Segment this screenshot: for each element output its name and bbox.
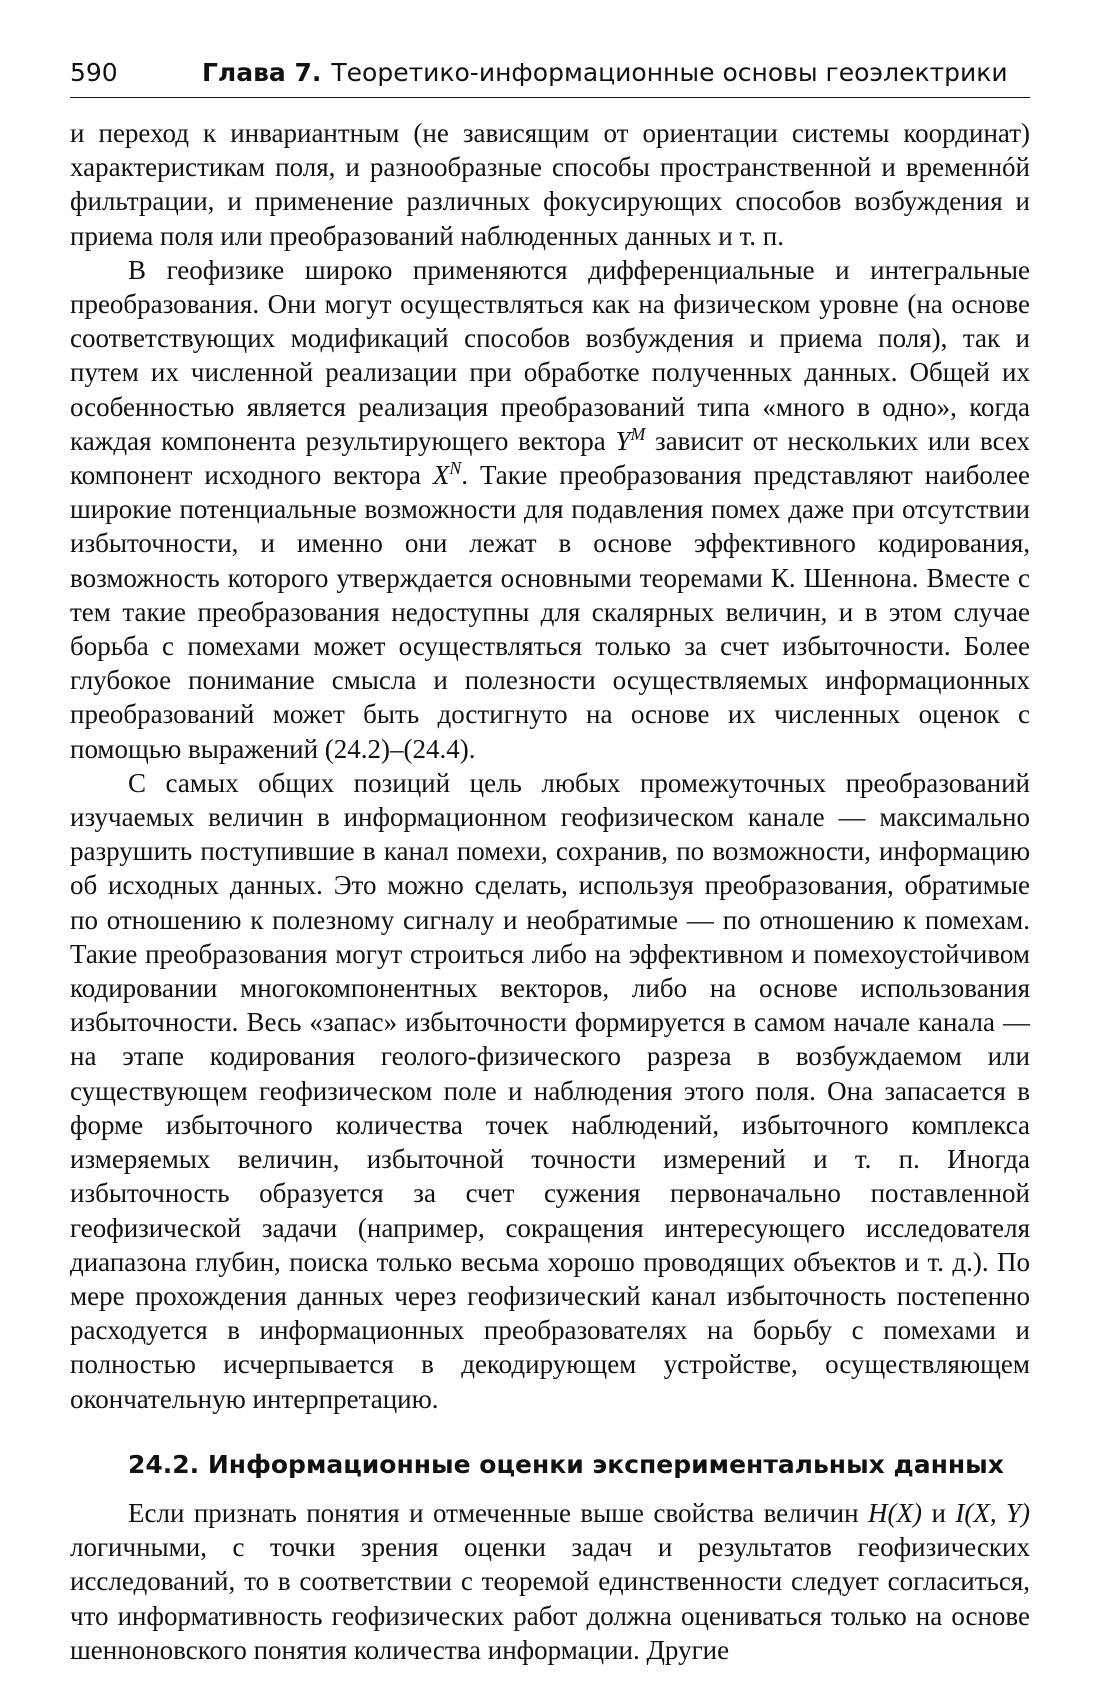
- final-text-c: логичными, с точки зрения оценки задач и результатов геофизических исследований, то в соответствии с теоремой единственности следует согласиться, что информативность геофизических работ должна оцениваться только на основе шенноновского понятия количества информации. Другие: [70, 1532, 1030, 1665]
- chapter-label: Глава 7.: [202, 58, 322, 87]
- section-heading: 24.2. Информационные оценки экспериментальных данных: [128, 1449, 1004, 1479]
- final-text-a: Если признать понятия и отмеченные выше свойства величин: [128, 1497, 859, 1528]
- paragraph-3: С самых общих позиций цель любых промежуточных преобразований изучаемых величин в информационном геофизическом канале — максимально разрушить поступившие в канал помехи, сохранив, по возможности, информацию об исходных данных. Это можно сделать, используя преобразования, обратимые по отношению к полезному сигналу и необратимые — по отношению к помехам. Такие преобразования могут строиться либо на эффективном и помехоустойчивом кодировании многокомпонентных векторов, либо на основе использования избыточности. Весь «запас» избыточности формируется в самом начале канала — на этапе кодирования геолого-физического разреза в возбуждаемом или существующем геофизическом поле и наблюдения этого поля. Она запасается в форме избыточного количества точек наблюдений, избыточного комплекса измеряемых величин, избыточной точности измерений и т. п. Иногда избыточность образуется за счет сужения первоначально поставленной геофизической задачи (например, сокращения интересующего исследователя диапазона глубин, поиска только весьма хорошо проводящих объектов и т. д.). По мере прохождения данных через геофизический канал избыточность постепенно расходуется в информационных преобразователях на борьбу с помехами и полностью исчерпывается в декодирующем устройстве, осуществляющем окончательную интерпретацию.: [70, 767, 1030, 1414]
- paragraph-1: и переход к инвариантным (не зависящим от ориентации системы координат) характеристикам поля, и разнообразные способы пространственной и временнóй фильтрации, и применение различных фокусирующих способов возбуждения и приема поля или преобразований наблюденных данных и т. п.: [70, 118, 1030, 251]
- paragraph-2: [70, 253, 1030, 766]
- body-text: [70, 116, 1030, 1667]
- information-i-xy: I(X, Y): [955, 1497, 1031, 1528]
- final-text-b: и: [931, 1497, 946, 1528]
- paragraph-2-text-a: В геофизике широко применяются дифференциальные и интегральные преобразования. Они могут осуществляться как на физическом уровне (на основе соответствующих модификаций способов возбуждения и приема поля), так и путем их численной реализации при обработке полученных данных. Общей их особенностью является реализация преобразований типа «много в одно», когда каждая компонента результирующего вектора: [70, 254, 1030, 456]
- paragraph-2-text-b: зависит от нескольких или всех компонент исходного вектора: [70, 425, 1031, 491]
- vector-x-symbol: $X^N$: [432, 458, 462, 491]
- running-header: [70, 58, 1030, 98]
- entropy-h-x: H(X): [868, 1497, 922, 1528]
- superscript-n: N: [449, 458, 462, 479]
- paragraph-2-text-c: . Такие преобразования представляют наиболее широкие потенциальные возможности для подавления помех даже при отсутствии избыточности, и именно они лежат в основе эффективного кодирования, возможность которого утверждается основными теоремами К. Шеннона. Вместе с тем такие преобразования недоступны для скалярных величин, и в этом случае борьба с помехами может осуществляться только за счет избыточности. Более глубокое понимание смысла и полезности осуществляемых информационных преобразований может быть достигнуто на основе их численных оценок с помощью выражений (24.2)–(24.4).: [70, 460, 1030, 764]
- vector-y-symbol: $Y^M$: [615, 423, 646, 456]
- paragraph-final: [70, 1496, 1030, 1667]
- book-page: [70, 58, 1030, 1667]
- superscript-m: M: [630, 423, 646, 444]
- chapter-title: Теоретико-информационные основы геоэлектрики: [331, 58, 1008, 87]
- page-number: 590: [70, 58, 118, 87]
